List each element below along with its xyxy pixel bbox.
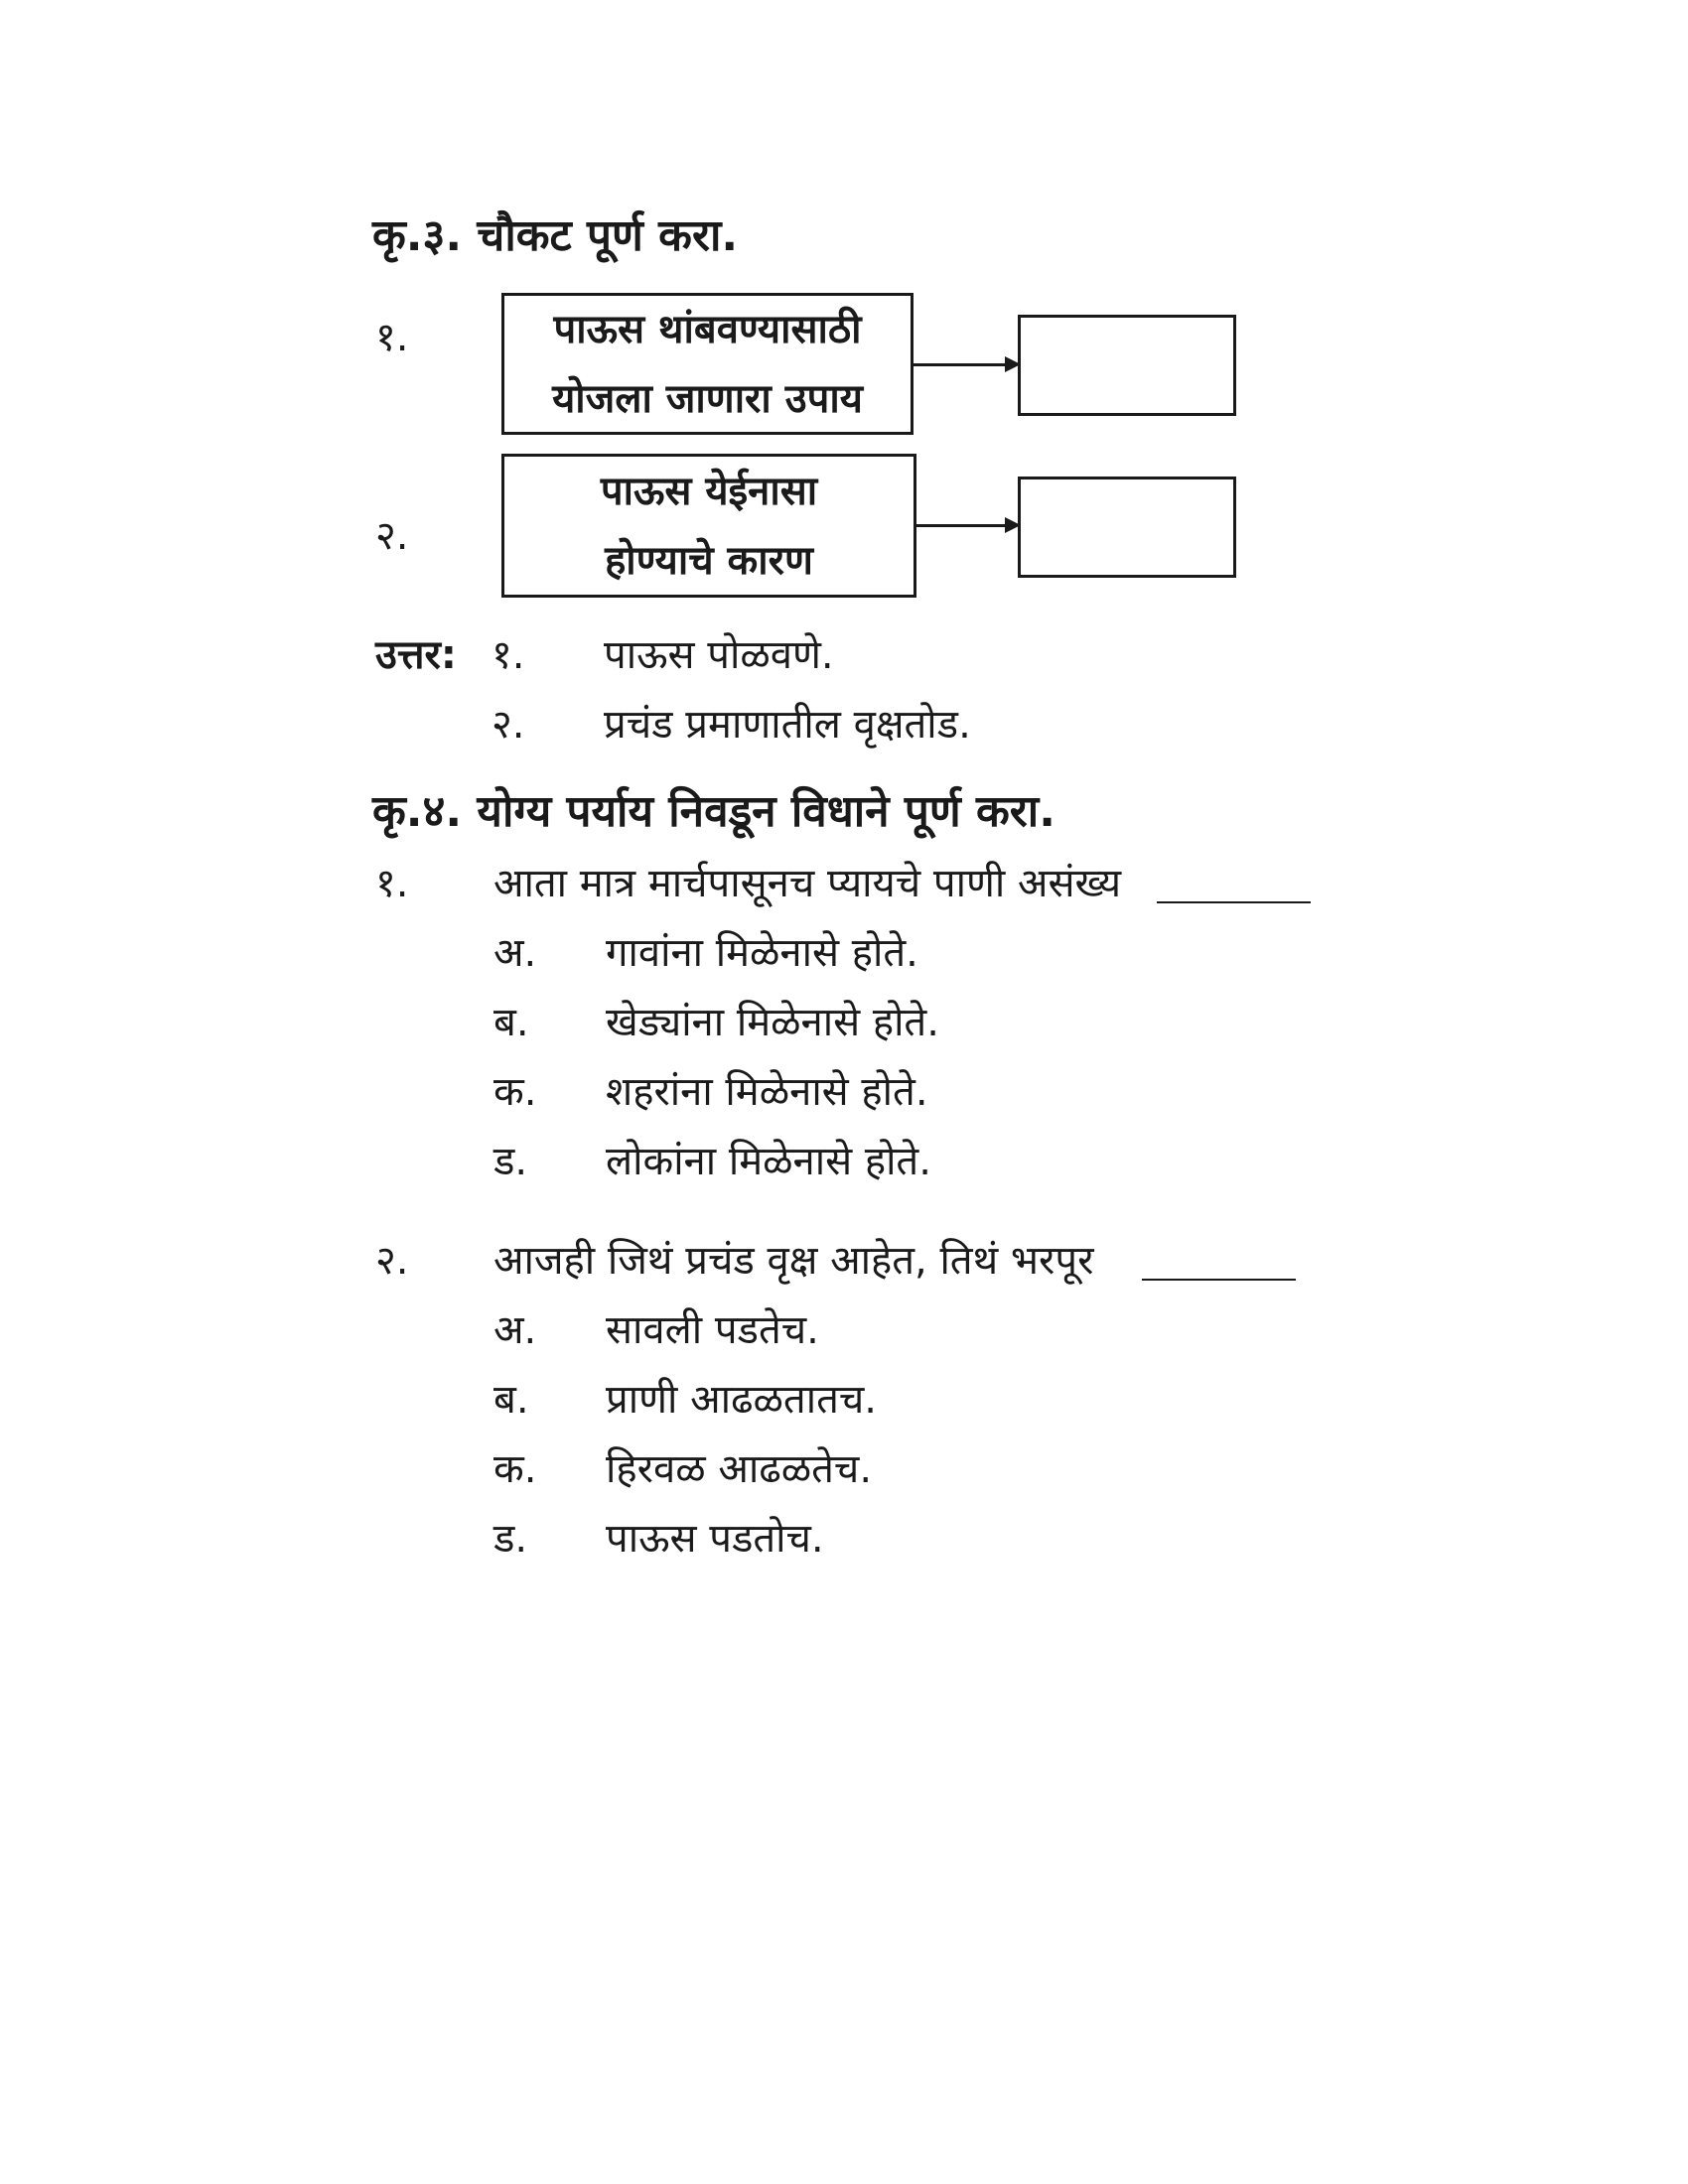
q4-question-1-text: आता मात्र मार्चपासूनच प्यायचे पाणी असंख्य <box>493 861 1122 906</box>
q4-q2-option-c-label: क. <box>493 1446 537 1492</box>
q4-question-2-blank[interactable] <box>1142 1279 1296 1281</box>
q3-answer-1-text: पाऊस पोळवणे. <box>604 632 834 678</box>
q3-item-1-box-line2: योजला जाणारा उपाय <box>552 375 863 422</box>
q4-q2-option-c-text: हिरवळ आढळतेच. <box>606 1446 873 1492</box>
q3-answer-1-number: १. <box>492 632 525 678</box>
q4-question-2-text: आजही जिथं प्रचंड वृक्ष आहेत, तिथं भरपूर <box>493 1238 1094 1284</box>
q4-q1-option-d-label: ड. <box>493 1139 528 1184</box>
q4-q2-option-d-label: ड. <box>493 1516 528 1562</box>
q3-item-1-answer-box[interactable] <box>1018 315 1236 416</box>
q4-q2-option-d-text: पाऊस पडतोच. <box>606 1516 824 1562</box>
q4-q2-option-b-label: ब. <box>493 1377 529 1423</box>
q4-q1-option-c-text: शहरांना मिळेनासे होते. <box>606 1069 928 1115</box>
q4-q1-option-b-text: खेड्यांना मिळेनासे होते. <box>606 1000 939 1045</box>
q3-item-2-box-line2: होण्याचे कारण <box>605 537 813 584</box>
q4-q1-option-b-label: ब. <box>493 1000 529 1045</box>
q4-q1-option-a-text: गावांना मिळेनासे होते. <box>606 930 918 976</box>
q3-answer-2-number: २. <box>492 702 525 748</box>
q4-question-1-number: १. <box>375 861 409 906</box>
q3-item-1-arrow-line <box>914 363 1013 366</box>
q3-item-2-box <box>501 454 916 598</box>
q3-item-1-box-line1: पाऊस थांबवण्यासाठी <box>553 306 862 352</box>
q3-item-2-box-line1: पाऊस येईनासा <box>600 468 818 514</box>
q4-q2-option-a-text: सावली पडतेच. <box>606 1307 819 1353</box>
q4-q2-option-b-text: प्राणी आढळतातच. <box>606 1377 877 1423</box>
q4-q2-option-a-label: अ. <box>493 1307 537 1353</box>
q3-item-1-box <box>501 293 914 435</box>
q3-item-2-answer-box[interactable] <box>1018 477 1236 578</box>
q4-q1-option-d-text: लोकांना मिळेनासे होते. <box>606 1139 931 1184</box>
q4-question-2-number: २. <box>375 1238 409 1284</box>
q3-item-1-number: १. <box>375 315 409 360</box>
q4-q1-option-a-label: अ. <box>493 930 537 976</box>
q3-heading: कृ.३. चौकट पूर्ण करा. <box>372 210 739 261</box>
q3-answer-2-text: प्रचंड प्रमाणातील वृक्षतोड. <box>604 702 971 748</box>
q3-item-2-arrow-line <box>916 524 1013 527</box>
q4-heading: कृ.४. योग्य पर्याय निवडून विधाने पूर्ण करा. <box>372 786 1055 837</box>
q4-question-1-blank[interactable] <box>1157 901 1311 903</box>
q3-item-2-number: २. <box>375 513 409 559</box>
q3-answer-label: उत्तर: <box>375 632 457 678</box>
q4-q1-option-c-label: क. <box>493 1069 537 1115</box>
